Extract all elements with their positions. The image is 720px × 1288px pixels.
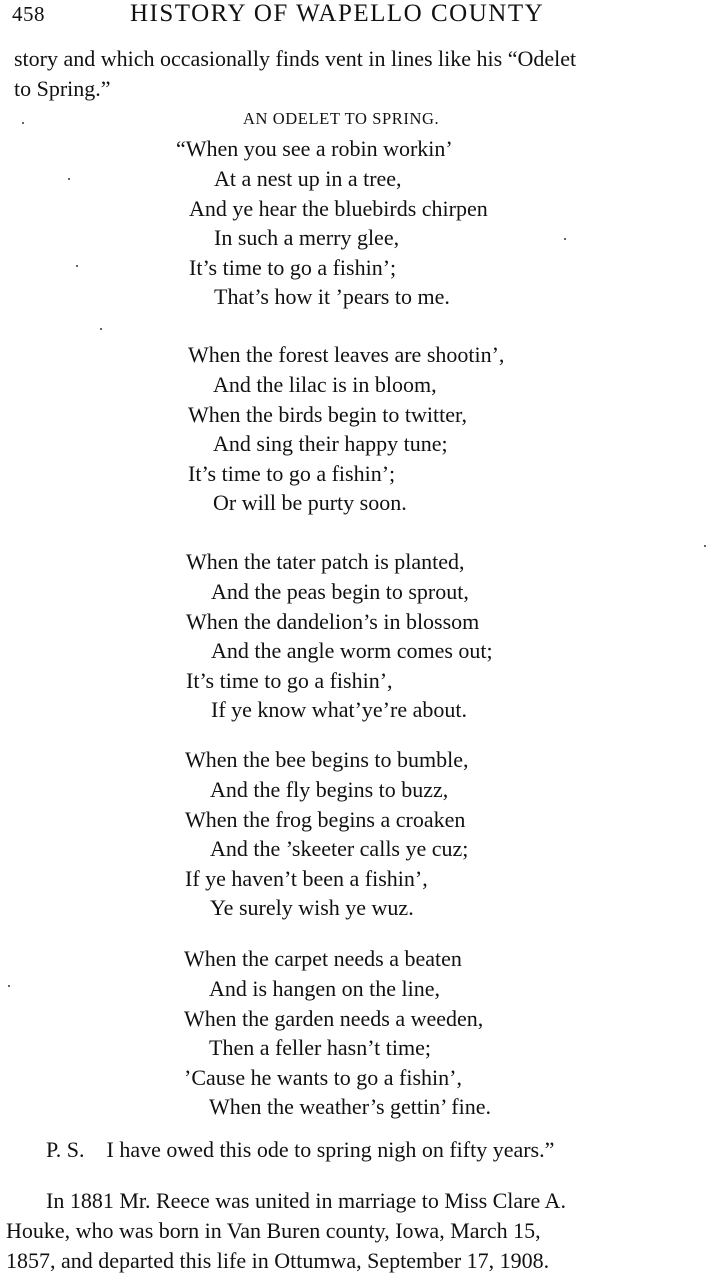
verse-line: It’s time to go a fishin’; <box>189 255 397 280</box>
verse-line: At a nest up in a tree, <box>214 166 402 191</box>
verse-line: It’s time to go a fishin’; <box>188 461 396 486</box>
intro-paragraph <box>14 44 714 104</box>
verse-line: And the ’skeeter calls ye cuz; <box>210 836 469 861</box>
page-number: 458 <box>12 2 45 26</box>
verse-line: And is hangen on the line, <box>209 976 440 1001</box>
paragraph-line: 1857, and departed this life in Ottumwa, September 17, 1908. <box>6 1248 550 1273</box>
page-header <box>0 0 720 34</box>
verse-line: Ye surely wish ye wuz. <box>210 895 414 920</box>
verse-line: When the carpet needs a beaten <box>184 946 462 971</box>
scan-speck <box>100 328 102 330</box>
scan-speck <box>68 178 70 180</box>
postscript: P. S. I have owed this ode to spring nigh on fifty years.” <box>46 1137 555 1162</box>
verse-line: ’Cause he wants to go a fishin’, <box>184 1065 462 1090</box>
verse-line: When the forest leaves are shootin’, <box>188 342 505 367</box>
verse-line: “When you see a robin workin’ <box>176 136 453 161</box>
verse-line: And sing their happy tune; <box>213 431 448 456</box>
scan-speck <box>704 545 706 547</box>
verse-line: When the frog begins a croaken <box>185 807 466 832</box>
verse-line: If ye know what’ye’re about. <box>211 697 467 722</box>
verse-line: When the garden needs a weeden, <box>184 1006 484 1031</box>
verse-line: Then a feller hasn’t time; <box>209 1035 431 1060</box>
intro-line: story and which occasionally finds vent in lines like his “Odelet <box>14 46 577 71</box>
verse-line: Or will be purty soon. <box>213 490 407 515</box>
verse-line: It’s time to go a fishin’, <box>186 668 393 693</box>
verse-line: And ye hear the bluebirds chirpen <box>189 196 488 221</box>
verse-line: When the birds begin to twitter, <box>188 402 467 427</box>
verse-line: When the tater patch is planted, <box>186 549 465 574</box>
poem-title: AN ODELET TO SPRING. <box>243 109 440 128</box>
verse-line: That’s how it ’pears to me. <box>214 284 450 309</box>
verse-line: If ye haven’t been a fishin’, <box>185 866 428 891</box>
verse-line: And the peas begin to sprout, <box>211 579 469 604</box>
verse-line: When the bee begins to bumble, <box>185 747 469 772</box>
paragraph-line: In 1881 Mr. Reece was united in marriage to Miss Clare A. <box>46 1188 566 1213</box>
paragraph-line: Houke, who was born in Van Buren county, Iowa, March 15, <box>6 1218 541 1243</box>
scan-speck <box>564 238 566 240</box>
verse-line: And the lilac is in bloom, <box>213 372 437 397</box>
scan-speck <box>76 265 78 267</box>
scan-speck <box>8 985 10 987</box>
verse-line: In such a merry glee, <box>214 225 400 250</box>
scan-speck <box>22 122 24 124</box>
running-title: HISTORY OF WAPELLO COUNTY <box>130 0 545 27</box>
intro-line: to Spring.” <box>14 76 111 101</box>
verse-line: When the weather’s gettin’ fine. <box>209 1094 492 1119</box>
verse-line: When the dandelion’s in blossom <box>186 609 480 634</box>
verse-line: And the angle worm comes out; <box>211 638 493 663</box>
verse-line: And the fly begins to buzz, <box>210 777 449 802</box>
